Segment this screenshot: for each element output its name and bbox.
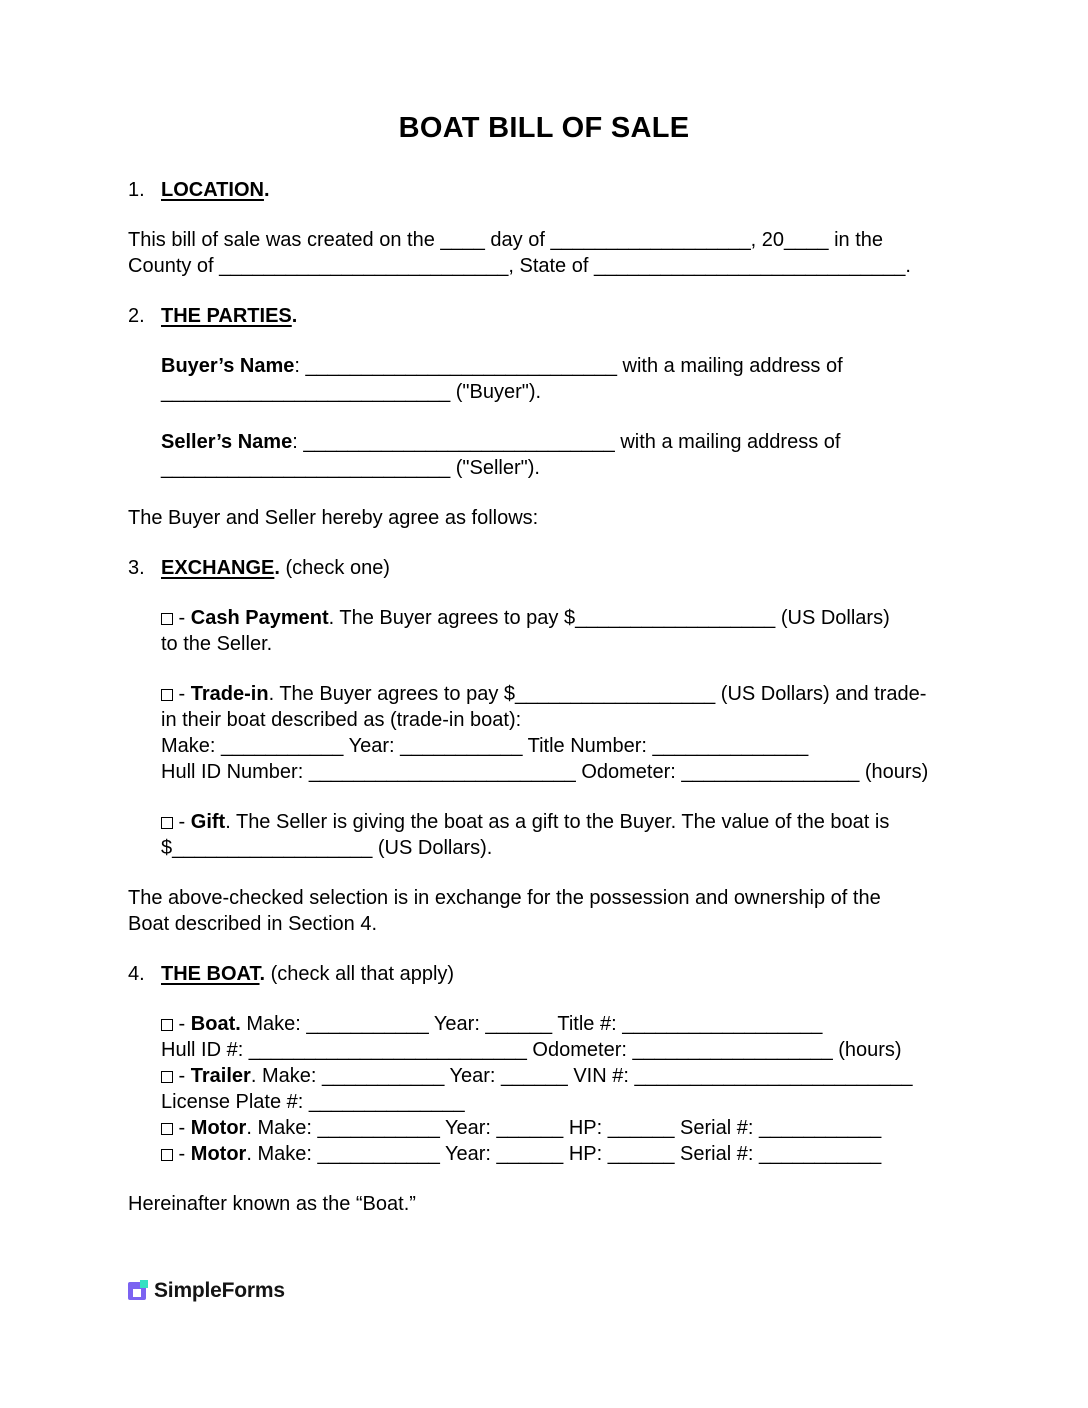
brand-name: SimpleForms [154, 1279, 285, 1302]
title-wrapper [0, 0, 1088, 147]
form-line [161, 733, 970, 759]
text-segment: License Plate #: ______________ [161, 1091, 465, 1113]
text-segment: The Buyer and Seller hereby agree as follows: [128, 507, 539, 529]
text-segment: County of __________________________, State of ____________________________. [128, 255, 911, 277]
checkbox-icon [161, 1149, 173, 1161]
logo-teal-square [140, 1280, 148, 1288]
bold-segment: Trade-in [190, 683, 269, 705]
form-line [161, 1063, 970, 1089]
text-segment: in their boat described as (trade-in boat): [161, 709, 522, 731]
document-title: BOAT BILL OF SALE [398, 112, 690, 144]
section-heading-note: (check all that apply) [265, 963, 455, 985]
bold-segment: Motor [190, 1143, 247, 1165]
text-segment: . The Buyer agrees to pay $__________________ (US Dollars) [328, 607, 890, 629]
text-segment: - [173, 1143, 191, 1165]
text-segment: Make: ___________ Year: ___________ Title Number: ______________ [161, 735, 809, 757]
agreement-intro-paragraph [128, 505, 970, 531]
form-line [128, 1191, 970, 1217]
gift-option [128, 809, 970, 861]
text-segment: - [173, 811, 191, 833]
simpleforms-logo-icon [128, 1280, 149, 1301]
form-line [128, 911, 970, 937]
form-line [161, 429, 970, 455]
text-segment: - [173, 1065, 191, 1087]
form-line [161, 681, 970, 707]
form-line [128, 885, 970, 911]
form-line [128, 227, 970, 253]
footer-brand [128, 1280, 285, 1301]
section-heading-period: . [259, 963, 266, 985]
text-segment: Make: ___________ Year: ______ Title #: __________________ [240, 1013, 823, 1035]
text-segment: : ____________________________ with a mailing address of [292, 431, 841, 453]
text-segment: . The Buyer agrees to pay $__________________ (US Dollars) and trade- [268, 683, 927, 705]
text-segment: $__________________ (US Dollars). [161, 837, 493, 859]
form-line [161, 759, 970, 785]
form-line [161, 1115, 970, 1141]
text-segment: Hull ID #: _________________________ Odometer: __________________ (hours) [161, 1039, 902, 1061]
text-segment: - [173, 1117, 191, 1139]
buyer-paragraph [128, 353, 970, 405]
section-heading-period: . [263, 179, 270, 201]
boat-checklist [128, 1011, 970, 1167]
text-segment: Boat described in Section 4. [128, 913, 378, 935]
trade-in-option [128, 681, 970, 785]
section-heading-text: THE PARTIES [161, 305, 292, 327]
seller-paragraph [128, 429, 970, 481]
parties-heading [128, 303, 970, 329]
exchange-heading [128, 555, 970, 581]
text-segment: __________________________ ("Buyer"). [161, 381, 542, 403]
document-body [0, 177, 1088, 1217]
text-segment: This bill of sale was created on the ____ day of __________________, 20____ in the [128, 229, 884, 251]
text-segment: The above-checked selection is in exchange for the possession and ownership of the [128, 887, 881, 909]
form-line [161, 1011, 970, 1037]
section-number: 1. [128, 179, 145, 201]
bold-segment: Boat. [190, 1013, 241, 1035]
bold-segment: Motor [190, 1117, 247, 1139]
checkbox-icon [161, 1123, 173, 1135]
boat-heading [128, 961, 970, 987]
logo-white-square [133, 1289, 141, 1297]
location-heading [128, 177, 970, 203]
bold-segment: Buyer’s Name [161, 355, 295, 377]
text-segment: . Make: ___________ Year: ______ VIN #: _________________________ [250, 1065, 913, 1087]
section-number: 2. [128, 305, 145, 327]
checkbox-icon [161, 689, 173, 701]
form-line [161, 707, 970, 733]
location-paragraph [128, 227, 970, 279]
text-segment: . Make: ___________ Year: ______ HP: ______ Serial #: ___________ [246, 1143, 882, 1165]
section-heading-period: . [274, 557, 280, 579]
form-line [128, 505, 970, 531]
form-line [161, 835, 970, 861]
checkbox-icon [161, 817, 173, 829]
checkbox-icon [161, 613, 173, 625]
text-segment: : ____________________________ with a mailing address of [294, 355, 843, 377]
form-line [161, 1037, 970, 1063]
form-line [161, 1141, 970, 1167]
bold-segment: Cash Payment [190, 607, 329, 629]
section-number: 3. [128, 557, 145, 579]
cash-payment-option [128, 605, 970, 657]
text-segment: __________________________ ("Seller"). [161, 457, 540, 479]
form-line [161, 455, 970, 481]
text-segment: - [173, 607, 191, 629]
section-heading-text: LOCATION [161, 179, 264, 201]
section-number: 4. [128, 963, 145, 985]
form-line [128, 253, 970, 279]
text-segment: . The Seller is giving the boat as a gift to the Buyer. The value of the boat is [225, 811, 890, 833]
checkbox-icon [161, 1019, 173, 1031]
text-segment: . Make: ___________ Year: ______ HP: ______ Serial #: ___________ [246, 1117, 882, 1139]
form-line [161, 631, 970, 657]
section-heading-text: THE BOAT [161, 963, 260, 985]
hereinafter-paragraph [128, 1191, 970, 1217]
text-segment: - [173, 683, 191, 705]
checkbox-icon [161, 1071, 173, 1083]
section-heading-text: EXCHANGE [161, 557, 275, 579]
section-heading-note: (check one) [279, 557, 390, 579]
section-heading-period: . [291, 305, 298, 327]
form-line [161, 1089, 970, 1115]
form-line [161, 605, 970, 631]
text-segment: Hereinafter known as the “Boat.” [128, 1193, 416, 1215]
form-line [161, 809, 970, 835]
text-segment: - [173, 1013, 191, 1035]
bold-segment: Gift [190, 811, 226, 833]
form-line [161, 353, 970, 379]
bold-segment: Seller’s Name [161, 431, 293, 453]
text-segment: Hull ID Number: ________________________ Odometer: ________________ (hours) [161, 761, 929, 783]
form-line [161, 379, 970, 405]
text-segment: to the Seller. [161, 633, 273, 655]
bold-segment: Trailer [190, 1065, 251, 1087]
exchange-summary-paragraph [128, 885, 970, 937]
